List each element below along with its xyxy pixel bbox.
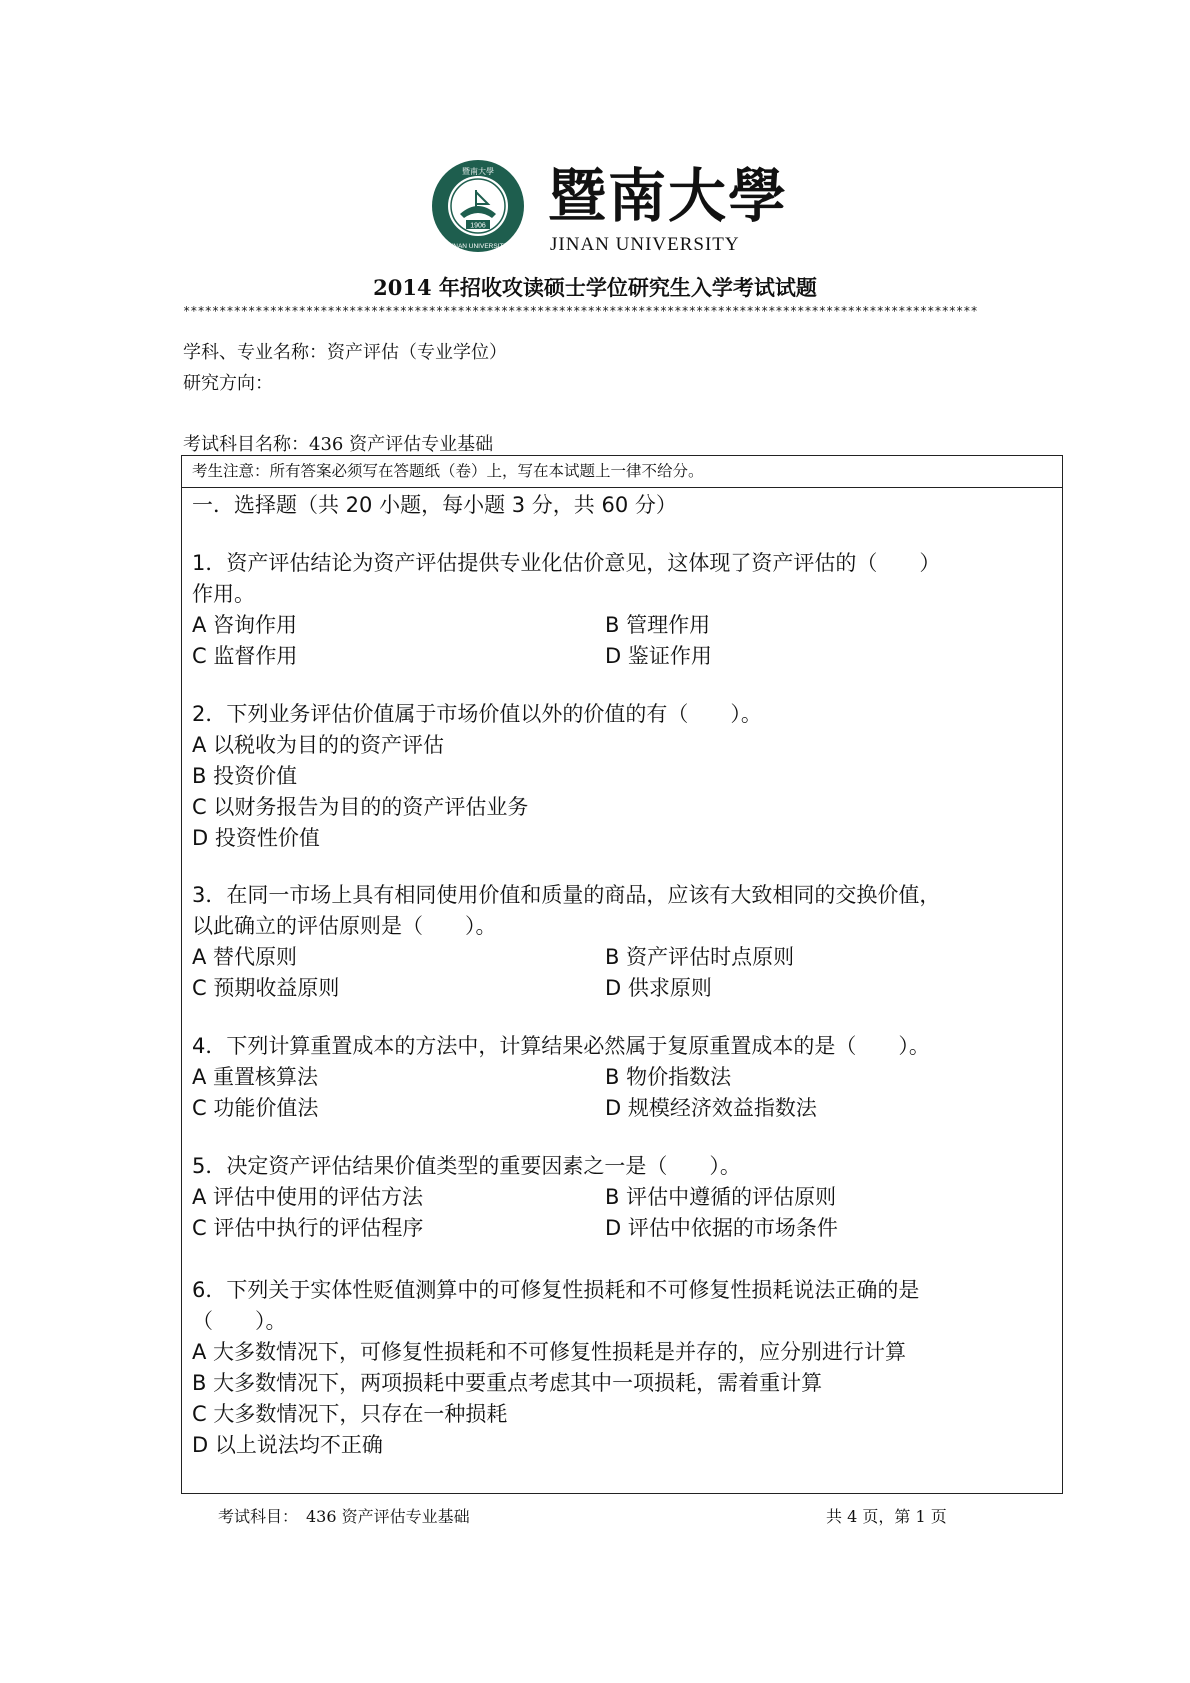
separator-line: ************************************************************************************************************** [183, 304, 978, 318]
question-3-stem: 3．在同一市场上具有相同使用价值和质量的商品，应该有大致相同的交换价值， [192, 883, 941, 907]
question-6-option-b: B 大多数情况下，两项损耗中要重点考虑其中一项损耗，需着重计算 [192, 1371, 823, 1395]
question-4-stem: 4．下列计算重置成本的方法中，计算结果必然属于复原重置成本的是（ ）。 [192, 1034, 930, 1058]
question-6-stem: 6．下列关于实体性贬值测算中的可修复性损耗和不可修复性损耗说法正确的是 [192, 1278, 920, 1302]
question-2-option-d: D 投资性价值 [192, 826, 320, 850]
seal-year: 1906 [470, 222, 486, 230]
question-1-stem: 1．资产评估结论为资产评估提供专业化估价意见，这体现了资产评估的（ ） [192, 551, 941, 575]
question-5-option-d: D 评估中依据的市场条件 [605, 1216, 838, 1240]
subject-name: 考试科目名称：436 资产评估专业基础 [183, 434, 494, 455]
question-3-option-d: D 供求原则 [605, 976, 712, 1000]
footer-page-number: 共 4 页，第 1 页 [826, 1507, 947, 1526]
question-6-option-c: C 大多数情况下，只存在一种损耗 [192, 1402, 508, 1426]
question-4-option-b: B 物价指数法 [605, 1065, 732, 1089]
footer-subject: 考试科目： 436 资产评估专业基础 [218, 1507, 470, 1526]
question-3-stem-cont: 以此确立的评估原则是（ ）。 [192, 914, 497, 938]
university-name-en: JINAN UNIVERSITY [550, 234, 740, 255]
exam-title: 2014 年招收攻读硕士学位研究生入学考试试题 [373, 275, 817, 300]
notice-banner: 考生注意：所有答案必须写在答题纸（卷）上，写在本试题上一律不给分。 [182, 456, 1062, 488]
question-3-option-b: B 资产评估时点原则 [605, 945, 795, 969]
question-6-option-d: D 以上说法均不正确 [192, 1433, 383, 1457]
question-1-option-b: B 管理作用 [605, 613, 711, 637]
question-5-stem: 5．决定资产评估结果价值类型的重要因素之一是（ ）。 [192, 1154, 741, 1178]
question-1-option-d: D 鉴证作用 [605, 644, 712, 668]
question-1-stem-cont: 作用。 [192, 582, 255, 606]
question-2-stem: 2．下列业务评估价值属于市场价值以外的价值的有（ ）。 [192, 702, 762, 726]
seal-bottom-text: JINAN UNIVERSITY [448, 243, 508, 250]
question-box [181, 455, 1063, 1494]
question-3-option-c: C 预期收益原则 [192, 976, 340, 1000]
university-name-cn: 暨南大學 [548, 162, 789, 230]
question-1-option-a: A 咨询作用 [192, 613, 298, 637]
question-4-option-a: A 重置核算法 [192, 1065, 319, 1089]
university-seal-icon [430, 158, 526, 254]
major-name: 学科、专业名称：资产评估（专业学位） [183, 342, 507, 363]
university-logo [430, 158, 789, 262]
question-2-option-a: A 以税收为目的的资产评估 [192, 733, 445, 757]
question-2-option-b: B 投资价值 [192, 764, 298, 788]
section-title: 一．选择题（共 20 小题，每小题 3 分，共 60 分） [192, 493, 677, 517]
question-1-option-c: C 监督作用 [192, 644, 298, 668]
question-5-option-a: A 评估中使用的评估方法 [192, 1185, 424, 1209]
question-2-option-c: C 以财务报告为目的的资产评估业务 [192, 795, 529, 819]
question-4-option-d: D 规模经济效益指数法 [605, 1096, 817, 1120]
question-6-stem-cont: （ ）。 [192, 1309, 287, 1333]
question-5-option-c: C 评估中执行的评估程序 [192, 1216, 424, 1240]
question-3-option-a: A 替代原则 [192, 945, 298, 969]
seal-top-text: 暨南大學 [462, 167, 494, 176]
question-4-option-c: C 功能价值法 [192, 1096, 319, 1120]
question-5-option-b: B 评估中遵循的评估原则 [605, 1185, 837, 1209]
research-direction: 研究方向： [183, 373, 273, 394]
question-6-option-a: A 大多数情况下，可修复性损耗和不可修复性损耗是并存的，应分别进行计算 [192, 1340, 907, 1364]
